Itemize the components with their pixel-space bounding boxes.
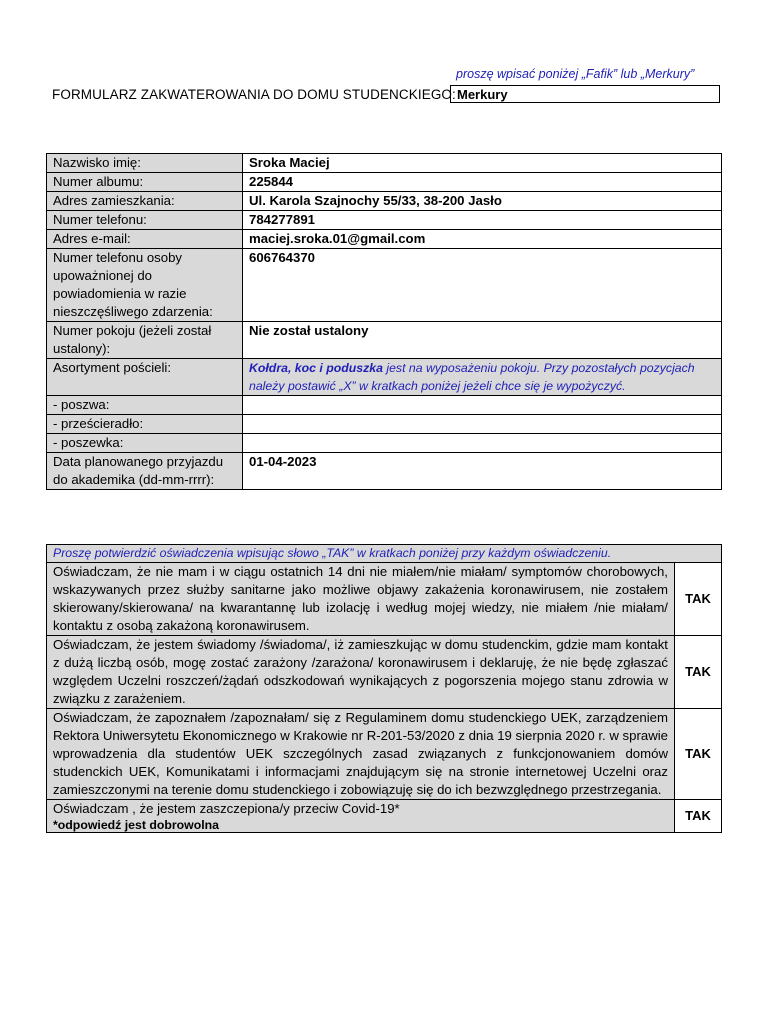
bedding-label: Asortyment pościeli: — [47, 359, 243, 396]
bedding-note — [243, 359, 722, 396]
table-row — [47, 192, 722, 211]
form-title: FORMULARZ ZAKWATEROWANIA DO DOMU STUDENCKIEGO: — [52, 87, 456, 102]
address-label: Adres zamieszkania: — [47, 192, 243, 211]
sheet-field[interactable] — [243, 415, 722, 434]
emergency-phone-value[interactable]: 606764370 — [243, 249, 722, 322]
table-row — [47, 211, 722, 230]
duvet-cover-field[interactable] — [243, 396, 722, 415]
declaration-answer[interactable]: TAK — [674, 709, 721, 800]
duvet-cover-label: - poszwa: — [47, 396, 243, 415]
vaccination-declaration — [47, 800, 675, 833]
table-row — [47, 434, 722, 453]
table-row — [47, 396, 722, 415]
arrival-date-value[interactable]: 01-04-2023 — [243, 453, 722, 490]
email-value[interactable]: maciej.sroka.01@gmail.com — [243, 230, 722, 249]
name-label: Nazwisko imię: — [47, 154, 243, 173]
emergency-phone-label: Numer telefonu osoby upoważnionej do powiadomienia w razie nieszczęśliwego zdarzenia: — [47, 249, 243, 322]
declaration-text: Oświadczam , że jestem zaszczepiona/y przeciw Covid-19* — [53, 801, 400, 816]
album-number-label: Numer albumu: — [47, 173, 243, 192]
pillowcase-label: - poszewka: — [47, 434, 243, 453]
phone-label: Numer telefonu: — [47, 211, 243, 230]
bedding-note-bold: Kołdra, koc i poduszka — [249, 361, 383, 375]
table-row — [47, 800, 722, 833]
declaration-answer[interactable]: TAK — [674, 800, 721, 833]
phone-value[interactable]: 784277891 — [243, 211, 722, 230]
personal-info-table — [46, 153, 722, 490]
pillowcase-field[interactable] — [243, 434, 722, 453]
table-row — [47, 709, 722, 800]
declarations-table — [46, 544, 722, 833]
table-row — [47, 545, 722, 563]
declaration-answer[interactable]: TAK — [674, 563, 721, 636]
table-row — [47, 154, 722, 173]
table-row — [47, 453, 722, 490]
table-row — [47, 563, 722, 636]
arrival-date-label: Data planowanego przyjazdu do akademika (dd-mm-rrrr): — [47, 453, 243, 490]
declarations-instruction: Proszę potwierdzić oświadczenia wpisując słowo „TAK” w kratkach poniżej przy każdym oświadczeniu. — [47, 545, 722, 563]
room-number-label: Numer pokoju (jeżeli został ustalony): — [47, 322, 243, 359]
album-number-value[interactable]: 225844 — [243, 173, 722, 192]
name-value[interactable]: Sroka Maciej — [243, 154, 722, 173]
table-row — [47, 636, 722, 709]
address-value[interactable]: Ul. Karola Szajnochy 55/33, 38-200 Jasło — [243, 192, 722, 211]
declaration-text: Oświadczam, że zapoznałem /zapoznałam/ się z Regulaminem domu studenckiego UEK, zarządzeniem Rektora Uniwersytetu Ekonomicznego w Krakowie nr R-201-53/2020 z dnia 19 sierpnia 2020 r. w sprawie wprowadzenia dla studentów UEK szczególnych zasad związanych z funkcjonowaniem domów studenckich UEK, Komunikatami i informacjami znajdującym się na stronie internetowej Uczelni oraz zamieszczonymi na terenie domu studenckiego i zobowiązuję się do ich bezwzględnego przestrzegania. — [47, 709, 675, 800]
declaration-text: Oświadczam, że nie mam i w ciągu ostatnich 14 dni nie miałem/nie miałam/ symptomów chorobowych, wskazywanych przez służby sanitarne jako możliwe objawy zakażenia koronawirusem, nie zostałem skierowany/skierowana/ na kwarantannę lub izolację i według mojej wiedzy, nie miałem /nie miałam/ kontaktu z osobą zakażoną koronawirusem. — [47, 563, 675, 636]
email-label: Adres e-mail: — [47, 230, 243, 249]
bedding-note-text: jest na wyposażeniu pokoju. Przy pozostałych pozycjach należy postawić „X” w kratkach poniżej jeżeli chce się je wypożyczyć. — [249, 361, 695, 393]
sheet-label: - prześcieradło: — [47, 415, 243, 434]
table-row — [47, 230, 722, 249]
table-row — [47, 249, 722, 322]
declaration-text: Oświadczam, że jestem świadomy /świadoma/, iż zamieszkując w domu studenckim, gdzie mam kontakt z dużą liczbą osób, mogę zostać zarażony /zarażona/ koronawirusem i deklaruję, że nie będę zgłaszać względem Uczelni roszczeń/żądań odszkodowań wynikających z pogorszenia mojego stanu zdrowia w związku z zarażeniem. — [47, 636, 675, 709]
table-row — [47, 322, 722, 359]
dorm-hint: proszę wpisać poniżej „Fafik” lub „Merkury” — [456, 67, 695, 81]
table-row — [47, 359, 722, 396]
table-row — [47, 415, 722, 434]
table-row — [47, 173, 722, 192]
optional-note: *odpowiedź jest dobrowolna — [53, 818, 220, 832]
dorm-field[interactable]: Merkury — [450, 85, 720, 103]
declaration-answer[interactable]: TAK — [674, 636, 721, 709]
room-number-value[interactable]: Nie został ustalony — [243, 322, 722, 359]
